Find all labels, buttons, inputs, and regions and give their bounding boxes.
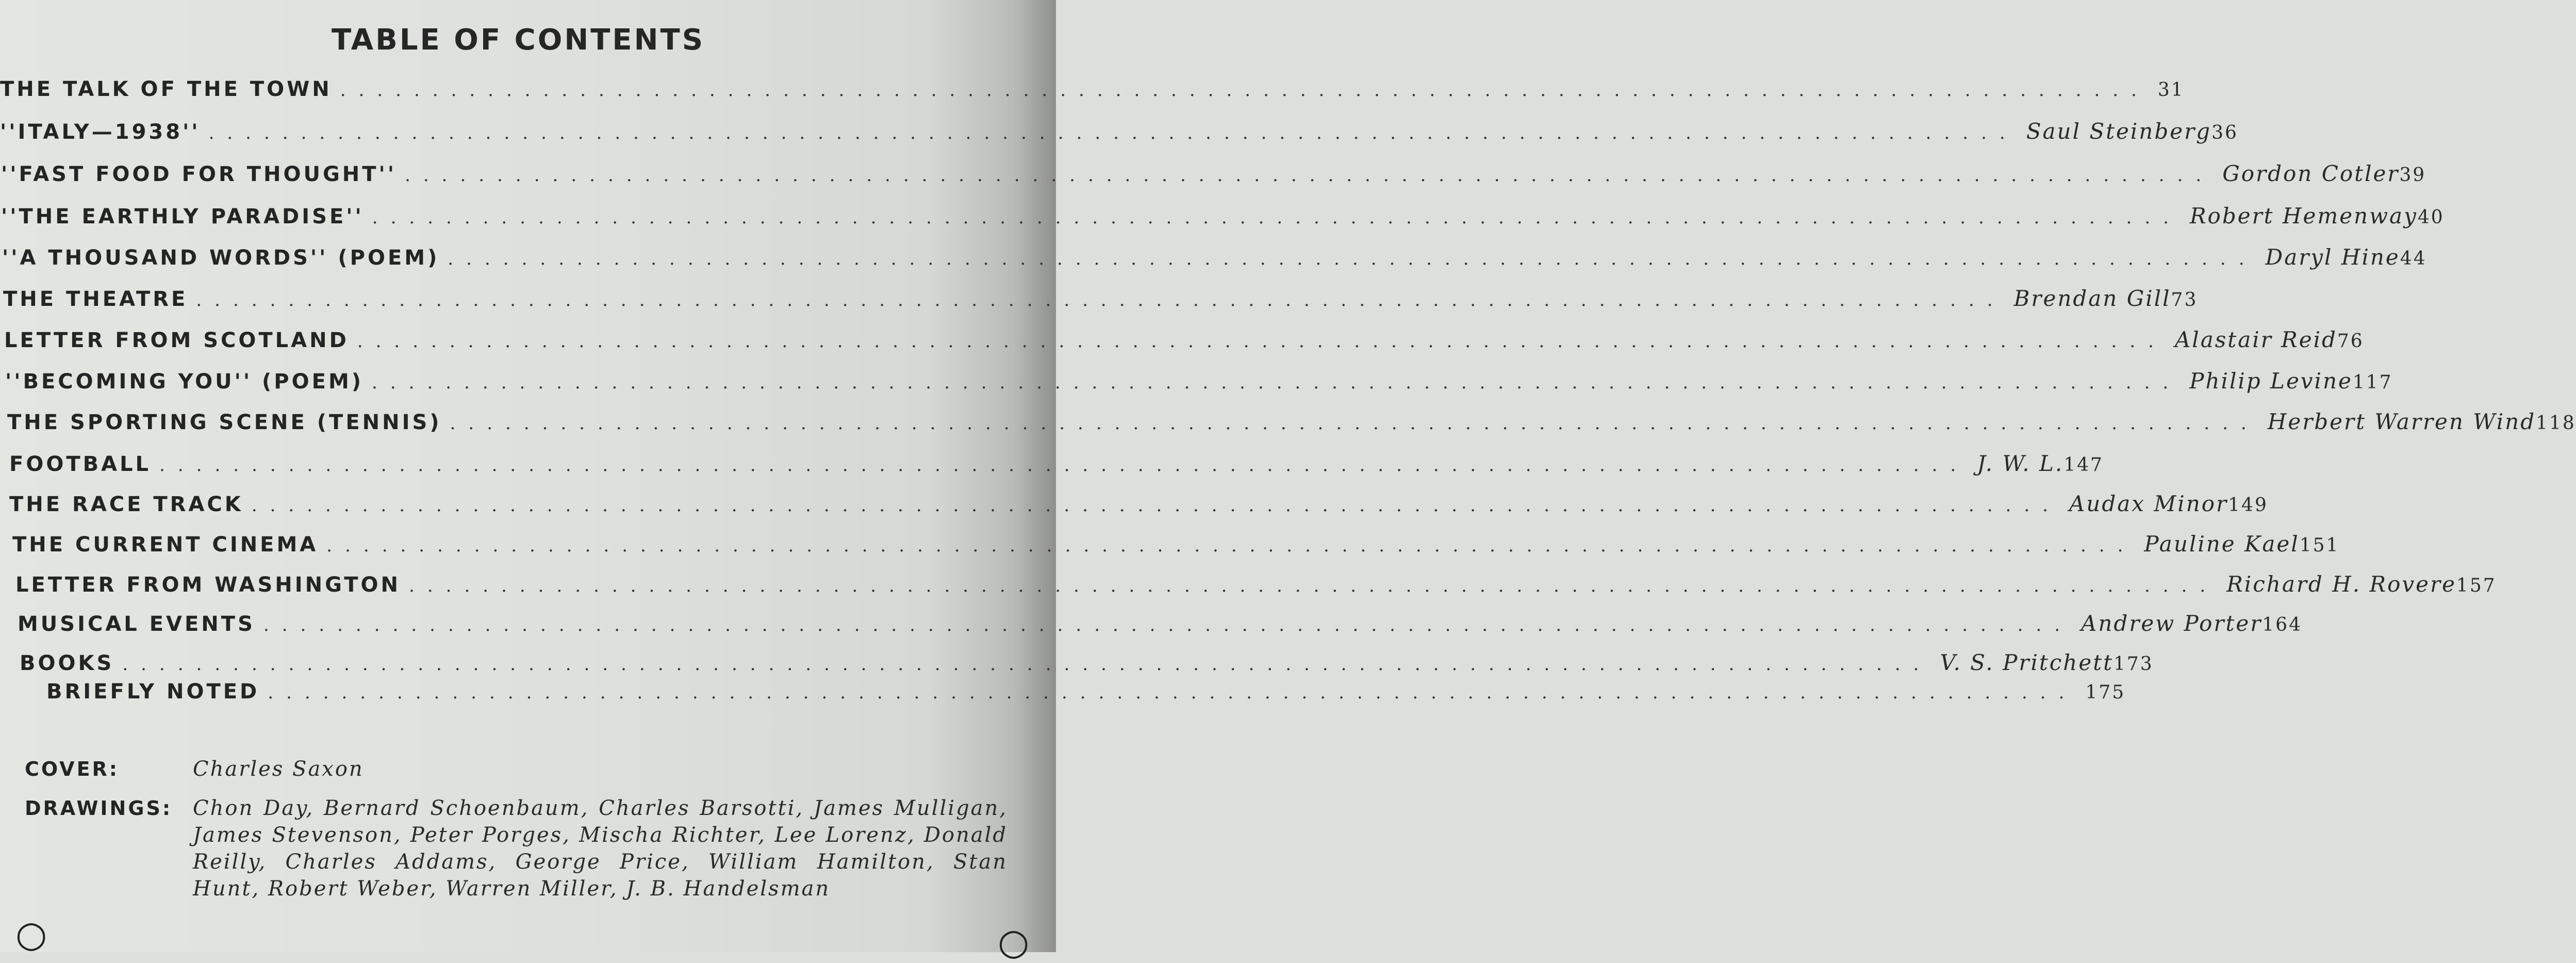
toc-section: ''A THOUSAND WORDS'' (POEM) xyxy=(2,246,440,270)
toc-page-number: 44 xyxy=(2400,248,2427,269)
toc-author: Brendan Gill xyxy=(2013,286,2171,311)
toc-author: Audax Minor xyxy=(2069,491,2228,516)
toc-section: BRIEFLY NOTED xyxy=(46,680,260,704)
dot-leader: .................................................................................................. xyxy=(340,80,2150,101)
toc-section: ''FAST FOOD FOR THOUGHT'' xyxy=(1,162,397,186)
toc-page-number: 76 xyxy=(2337,331,2364,352)
toc-page-number: 39 xyxy=(2399,165,2426,186)
toc-author: Andrew Porter xyxy=(2081,611,2263,636)
toc-entry xyxy=(0,119,2238,155)
cover-artist: Charles Saxon xyxy=(193,757,364,781)
toc-page-number: 164 xyxy=(2262,614,2302,635)
toc-entry xyxy=(2,244,2427,281)
toc-page-number: 31 xyxy=(2157,79,2185,101)
dot-leader: .................................................................................................. xyxy=(326,535,2136,556)
toc-author: J. W. L. xyxy=(1977,451,2064,476)
dot-leader: .................................................................................................. xyxy=(405,165,2215,186)
toc-section: THE TALK OF THE TOWN xyxy=(0,77,332,101)
toc-section: BOOKS xyxy=(20,651,114,675)
toc-author: Pauline Kael xyxy=(2144,531,2300,557)
toc-author: Herbert Warren Wind xyxy=(2267,409,2536,434)
cover-credit xyxy=(25,756,1015,782)
toc-entry xyxy=(9,451,2104,487)
drawings-artists: Chon Day, Bernard Schoenbaum, Charles Barsotti, James Mulligan, James Stevenson, Peter Porges, Mischa Richter, Lee Lorenz, Donald Reilly, Charles Addams, George Price, William Hamilton, Stan Hunt, Robert Weber, Warren Miller, J. B. Handelsman xyxy=(193,796,1008,901)
toc-page-number: 73 xyxy=(2171,289,2198,311)
toc-page-number: 173 xyxy=(2113,654,2154,675)
toc-author: Gordon Cotler xyxy=(2222,161,2400,186)
toc-section: THE SPORTING SCENE (TENNIS) xyxy=(7,411,442,434)
dot-leader: .................................................................................................. xyxy=(372,207,2182,228)
dot-leader: .................................................................................................. xyxy=(208,123,2018,143)
toc-entry xyxy=(7,409,2576,445)
toc-author: Daryl Hine xyxy=(2265,244,2400,270)
toc-entry xyxy=(9,491,2268,527)
toc-page-number: 175 xyxy=(2085,682,2126,703)
cover-label: COVER: xyxy=(25,758,119,780)
toc-section: THE CURRENT CINEMA xyxy=(12,533,319,557)
toc-page-number: 149 xyxy=(2228,495,2268,516)
toc-author: Alastair Reid xyxy=(2174,327,2337,352)
toc-page-number: 147 xyxy=(2063,454,2104,476)
toc-page-number: 40 xyxy=(2417,207,2445,228)
toc-entry xyxy=(5,368,2393,404)
binding-ring-icon: ○ xyxy=(15,913,47,955)
dot-leader: .................................................................................................. xyxy=(372,372,2182,393)
toc-entry xyxy=(1,203,2445,239)
toc-entry xyxy=(4,327,2364,363)
dot-leader: .................................................................................................. xyxy=(268,682,2077,703)
dot-leader: .................................................................................................. xyxy=(448,249,2257,269)
toc-page-number: 117 xyxy=(2352,372,2393,393)
dot-leader: .................................................................................................. xyxy=(251,495,2061,516)
toc-entry xyxy=(18,611,2302,647)
dot-leader: .................................................................................................. xyxy=(122,654,1932,675)
toc-entry xyxy=(12,531,2340,567)
toc-page-number: 36 xyxy=(2211,122,2238,143)
toc-section: THE RACE TRACK xyxy=(9,493,243,516)
toc-page-number: 151 xyxy=(2299,535,2340,556)
dot-leader: .................................................................................................. xyxy=(196,290,2006,311)
toc-entry xyxy=(46,680,2126,716)
toc-entry xyxy=(15,572,2497,608)
dot-leader: .................................................................................................. xyxy=(450,413,2259,434)
toc-section: ''ITALY—1938'' xyxy=(0,120,201,144)
toc-section: LETTER FROM SCOTLAND xyxy=(4,329,349,352)
drawings-credit xyxy=(25,795,1015,902)
toc-section: MUSICAL EVENTS xyxy=(18,612,255,636)
toc-entry xyxy=(3,286,2198,322)
dot-leader: .................................................................................................. xyxy=(409,576,2219,596)
page-title: TABLE OF CONTENTS xyxy=(331,23,705,57)
toc-section: LETTER FROM WASHINGTON xyxy=(15,573,401,597)
toc-author: Philip Levine xyxy=(2189,368,2353,394)
binding-ring-icon: ○ xyxy=(998,921,1030,963)
toc-section: ''THE EARTHLY PARADISE'' xyxy=(1,205,364,228)
toc-entry xyxy=(1,161,2426,197)
credits xyxy=(25,756,1015,915)
toc-section: THE THEATRE xyxy=(3,287,188,311)
toc-entry xyxy=(0,77,2185,113)
drawings-label: DRAWINGS: xyxy=(25,797,173,820)
toc-page-number: 157 xyxy=(2456,575,2497,596)
dot-leader: .................................................................................................. xyxy=(357,331,2167,352)
toc-author: Robert Hemenway xyxy=(2189,203,2418,228)
dot-leader: .................................................................................................. xyxy=(159,455,1969,476)
dot-leader: .................................................................................................. xyxy=(263,615,2073,635)
toc-author: V. S. Pritchett xyxy=(1940,650,2113,675)
toc-page-number: 118 xyxy=(2536,413,2576,434)
toc-author: Saul Steinberg xyxy=(2026,119,2212,144)
toc-section: FOOTBALL xyxy=(9,452,152,476)
toc-author: Richard H. Rovere xyxy=(2226,572,2456,597)
toc-section: ''BECOMING YOU'' (POEM) xyxy=(5,370,364,394)
